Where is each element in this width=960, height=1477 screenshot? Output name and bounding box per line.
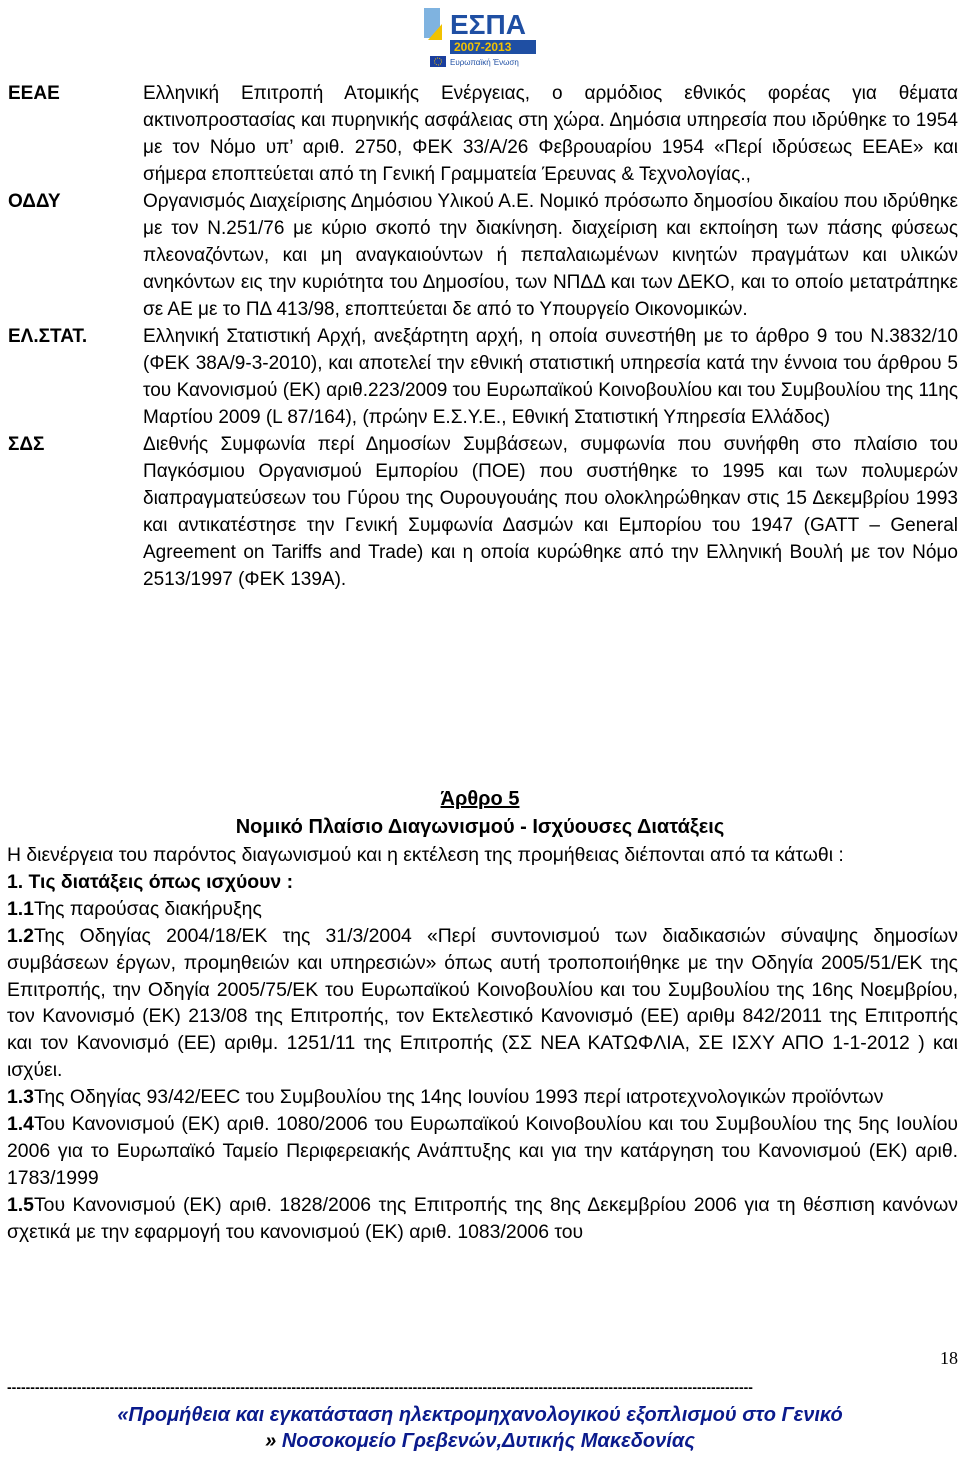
abbr-key: ΣΔΣ: [8, 434, 45, 455]
item-number: 1.1: [7, 897, 34, 920]
item-number: 1.3: [7, 1086, 34, 1109]
logo-brand: ΕΣΠΑ: [450, 9, 526, 40]
list-item: [7, 1192, 958, 1246]
espa-logo: [418, 4, 538, 68]
item-text: Του Κανονισμού (ΕΚ) αριθ. 1828/2006 της Επιτροπής της 8ης Δεκεμβρίου 2006 για τη θέσπιση κανόνων σχετικά με την εφαρμογή του κανονισμού (ΕΚ) αριθ. 1083/2006 του: [7, 1193, 958, 1243]
article-intro: Η διενέργεια του παρόντος διαγωνισμού και η εκτέλεση της προμήθειας διέπονται από τα κάτωθι :: [7, 844, 844, 866]
abbr-definition: Οργανισμός Διαχείρισης Δημόσιου Υλικού Α.Ε. Νομικό πρόσωπο δημοσίου δικαίου που ιδρύθηκε με τον Ν.251/76 με κύριο σκοπό την διακίνηση. διαχείριση και εκποίηση των πάσης φύσεως πλεοναζόντων, και μη αναγκαιούντων ή πεπαλαιωμένων κινητών πραγμάτων και υλικών ανηκόντων εις την κυριότητα του Δημοσίου, των ΝΠΔΔ και των ΔΕΚΟ, και το οποίο μετατράπηκε σε ΑΕ με το ΠΔ 413/98, εποπτεύεται δε από το Υπουργείο Οικονομικών.: [143, 191, 958, 320]
abbr-row-elstat: [0, 323, 960, 431]
article-title: Άρθρο 5: [440, 788, 520, 810]
espa-logo-graphic: [418, 4, 538, 68]
item-text: Της παρούσας διακήρυξης: [33, 897, 262, 920]
logo-tagline: Ευρωπαϊκή Ένωση: [450, 58, 519, 67]
abbreviations-table: [0, 80, 960, 593]
footer: [0, 1402, 960, 1454]
abbr-definition: Διεθνής Συμφωνία περί Δημοσίων Συμβάσεων, συμφωνία που συνήφθη στο πλαίσιο του Παγκόσμιου Οργανισμού Εμπορίου (ΠΟΕ) που συστήθηκε το 1995 και των πολυμερών διαπραγματεύσεων του Γύρου της Ουρουγουάης που ολοκληρώθηκαν στις 15 Δεκεμβρίου 1993 και αντικατέστησε την Γενική Συμφωνία Δασμών και Εμπορίου του 1947 (GATT – General Agreement on Tariffs and Trade) και η οποία κυρώθηκε από την Ελληνική Βουλή με τον Νόμο 2513/1997 (ΦΕΚ 139Α).: [143, 434, 958, 590]
item-text: Της Οδηγίας 2004/18/ΕΚ της 31/3/2004 «Περί συντονισμού των διαδικασιών σύναψης δημοσίων συμβάσεων έργων, προμηθειών και υπηρεσιών» όπως αυτή τροποποιήθηκε με την Οδηγία 2005/51/ΕΚ της Επιτροπής, την Οδηγία 2005/75/ΕΚ του Ευρωπαϊκού Κοινοβουλίου και του Συμβουλίου της 16ης Νοεμβρίου, τον Κανονισμό (ΕΚ) 213/08 της Επιτροπής, τον Εκτελεστικό Κανονισμό (ΕΕ) αριθμ 842/2011 της Επιτροπής και τον Κανονισμό (ΕΕ) αριθμ. 1251/11 της Επιτροπής (ΣΣ ΝΕΑ ΚΑΤΩΦΛΙΑ, ΣΕ ΙΣΧΥ ΑΠΟ 1-1-2012 ) και ισχύει.: [7, 924, 958, 1082]
article-subtitle: Νομικό Πλαίσιο Διαγωνισμού - Ισχύουσες Διατάξεις: [235, 816, 725, 838]
item-number: 1.2: [7, 924, 34, 947]
footer-line-1: «Προμήθεια και εγκατάσταση ηλεκτρομηχανολογικού εξοπλισμού στο Γενικό: [117, 1404, 843, 1426]
logo-years: 2007-2013: [454, 40, 512, 54]
item-text: Της Οδηγίας 93/42/ΕΕC του Συμβουλίου της 14ης Ιουνίου 1993 περί ιατροτεχνολογικών προϊόντων: [33, 1086, 884, 1109]
abbr-definition: Ελληνική Στατιστική Αρχή, ανεξάρτητη αρχή, η οποία συνεστήθη με το άρθρο 9 του Ν.3832/10 (ΦΕΚ 38Α/9-3-2010), και αποτελεί την εθνική στατιστική υπηρεσία κατά την έννοια του άρθρου 5 του Κανονισμού (ΕΚ) αριθ.223/2009 του Ευρωπαϊκού Κοινοβουλίου και του Συμβουλίου της 11ης Μαρτίου 2009 (L 87/164), (πρώην Ε.Σ.Υ.Ε., Εθνική Στατιστική Υπηρεσία Ελλάδος): [143, 326, 958, 428]
footer-line-2: [0, 1428, 960, 1454]
list-item: [7, 923, 958, 1084]
list-item: [7, 1084, 958, 1111]
footer-separator: ----------------------------------------------------------------------------------------------------------------------------------------------------------------: [7, 1379, 753, 1395]
item-text: Του Κανονισμού (ΕΚ) αριθ. 1080/2006 του Ευρωπαϊκού Κοινοβουλίου και του Συμβουλίου της 5ης Ιουλίου 2006 για το Ευρωπαϊκό Ταμείο Περιφερειακής Ανάπτυξης και για την κατάργηση του Κανονισμού (ΕΚ) αριθ. 1783/1999: [7, 1113, 958, 1189]
abbr-row-eeae: [0, 80, 960, 188]
list-item: [7, 896, 958, 923]
abbr-key: ΕΕΑΕ: [8, 83, 60, 104]
page-number: 18: [940, 1348, 958, 1368]
abbr-row-oddy: [0, 188, 960, 323]
abbr-key: ΟΔΔΥ: [8, 191, 61, 212]
footer-line-2-text: Νοσοκομείο Γρεβενών,Δυτικής Μακεδονίας: [281, 1430, 695, 1452]
list-item: [7, 1111, 958, 1192]
item-number: 1.5: [7, 1193, 34, 1216]
item-number: 1.4: [7, 1113, 34, 1136]
footer-close-quote: »: [265, 1430, 277, 1452]
abbr-row-sds: [0, 431, 960, 593]
abbr-definition: Ελληνική Επιτροπή Ατομικής Ενέργειας, ο αρμόδιος εθνικός φορέας για θέματα ακτινοπροστασίας και πυρηνικής ασφάλειας στη χώρα. Δημόσια υπηρεσία που ιδρύθηκε το 1954 με τον Νόμο υπ’ αριθ. 2750, ΦΕΚ 33/Α/26 Φεβρουαρίου 1954 «Περί ιδρύσεως ΕΕΑΕ» και σήμερα εποπτεύεται από τη Γενική Γραμματεία Έρευνας & Τεχνολογίας.,: [143, 83, 958, 185]
section-1-title: 1. Τις διατάξεις όπως ισχύουν :: [7, 870, 294, 893]
abbr-key: ΕΛ.ΣΤΑΤ.: [8, 326, 88, 347]
article-body: [7, 842, 958, 1246]
